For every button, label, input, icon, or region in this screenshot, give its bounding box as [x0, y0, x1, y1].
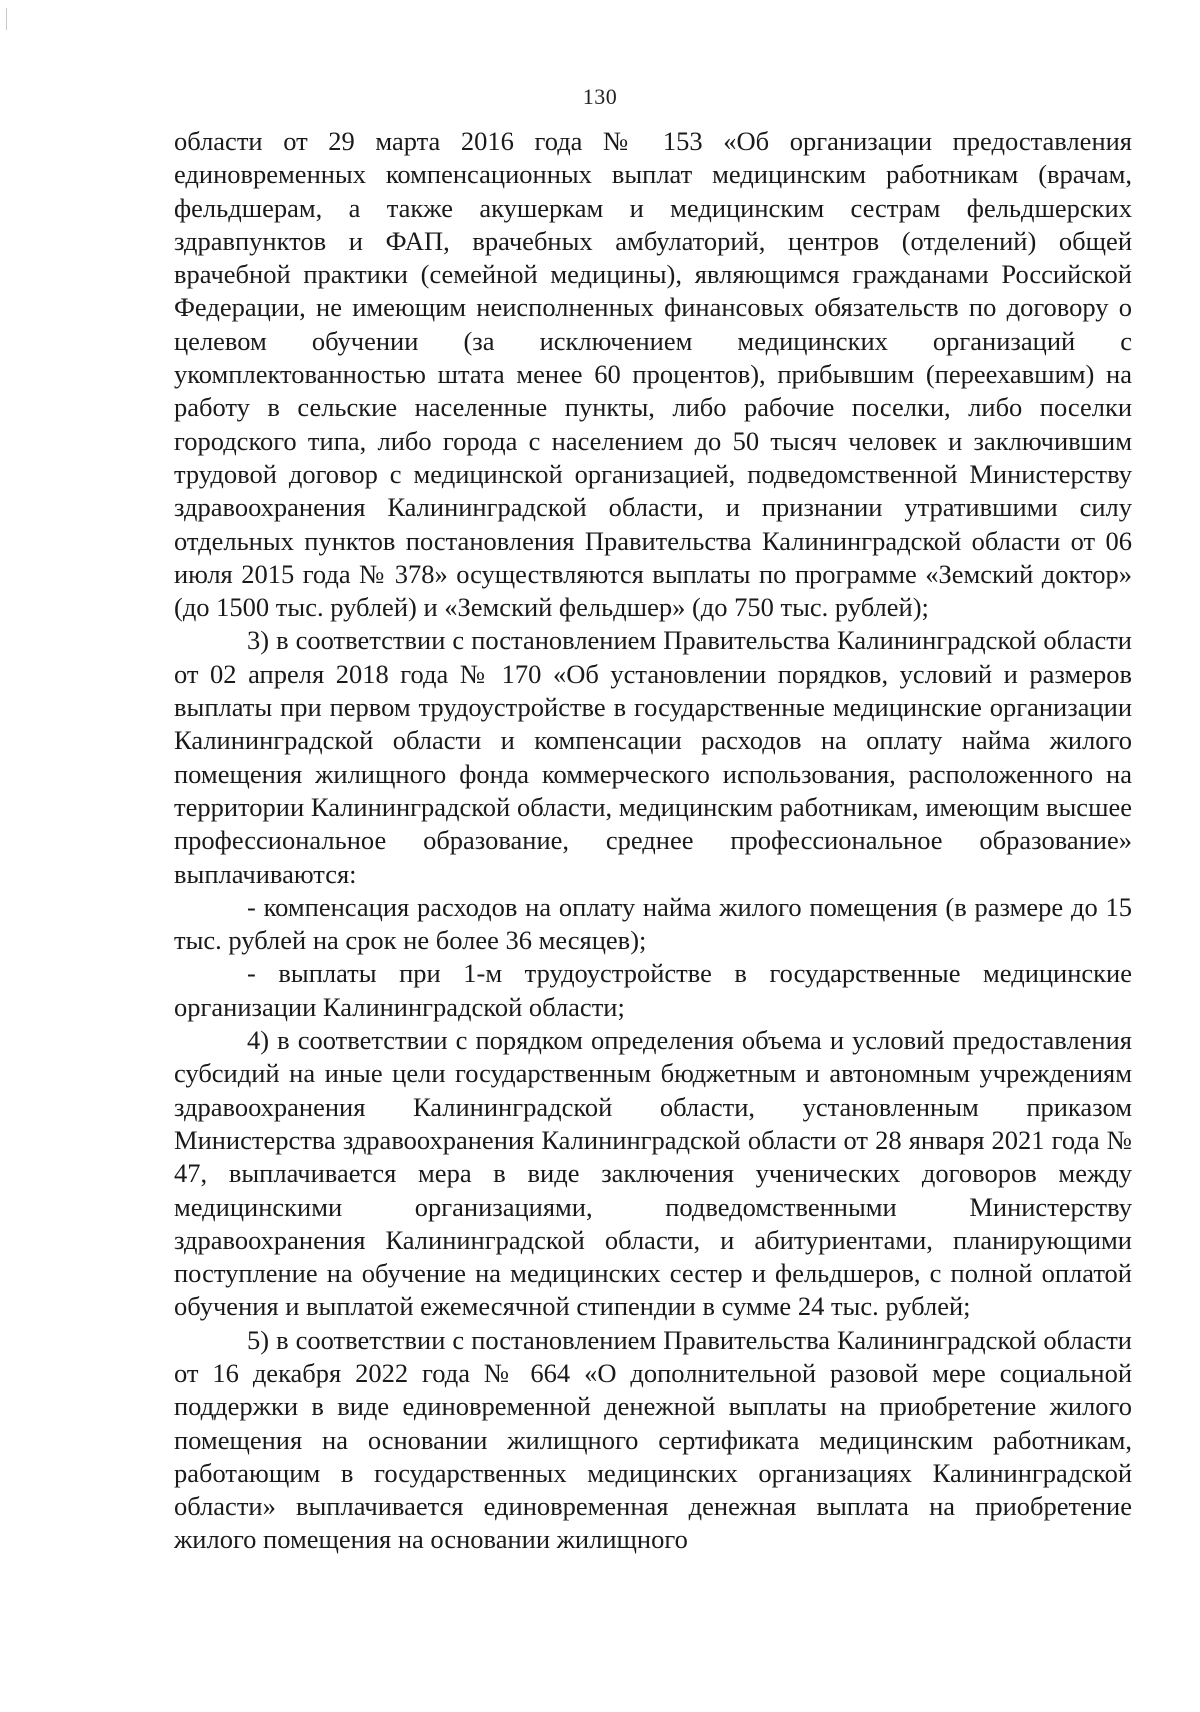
paragraph-bullet-compensation: - компенсация расходов на оплату найма жилого помещения (в размере до 15 тыс. рублей на срок не более 36 месяцев); [174, 891, 1132, 956]
paragraph-item-5: 5) в соответствии с постановлением Правительства Калининградской области от 16 декабря 2022 года № 664 «О дополнительной разовой мере социальной поддержки в виде единовременной денежной выплаты на приобретение жилого помещения на основании жилищного сертификата медицинским работникам, работающим в государственных медицинских организациях Калининградской области» выплачивается единовременная денежная выплата на приобретение жилого помещения на основании жилищного [174, 1324, 1132, 1555]
paragraph-continuation: области от 29 марта 2016 года № 153 «Об организации предоставления единовременных компенсационных выплат медицинским работникам (врачам, фельдшерам, а также акушеркам и медицинским сестрам фельдшерских здравпунктов и ФАП, врачебных амбулаторий, центров (отделений) общей врачебной практики (семейной медицины), являющимся гражданами Российской Федерации, не имеющим неисполненных финансовых обязательств по договору о целевом обучении (за исключением медицинских организаций с укомплектованностью штата менее 60 процентов), прибывшим (переехавшим) на работу в сельские населенные пункты, либо рабочие поселки, либо поселки городского типа, либо города с населением до 50 тысяч человек и заключившим трудовой договор с медицинской организацией, подведомственной Министерству здравоохранения Калининградской области, и признании утратившими силу отдельных пунктов постановления Правительства Калининградской области от 06 июля 2015 года № 378» осуществляются выплаты по программе «Земский доктор» (до 1500 тыс. рублей) и «Земский фельдшер» (до 750 тыс. рублей); [174, 126, 1132, 623]
scan-edge-mark [6, 8, 7, 30]
paragraph-bullet-payments: - выплаты при 1-м трудоустройстве в государственные медицинские организации Калининградской области; [174, 958, 1132, 1022]
paragraph-item-3: 3) в соответствии с постановлением Правительства Калининградской области от 02 апреля 2018 года № 170 «Об установлении порядков, условий и размеров выплаты при первом трудоустройстве в государственные медицинские организации Калининградской области и компенсации расходов на оплату найма жилого помещения жилищного фонда коммерческого использования, расположенного на территории Калининградской области, медицинским работникам, имеющим высшее профессиональное образование, среднее профессиональное образование» выплачиваются: [174, 625, 1132, 889]
page-number: 130 [582, 84, 618, 109]
document-body [174, 125, 1132, 1557]
paragraph-item-4: 4) в соответствии с порядком определения объема и условий предоставления субсидий на иные цели государственным бюджетным и автономным учреждениям здравоохранения Калининградской области, установленным приказом Министерства здравоохранения Калининградской области от 28 января 2021 года № 47, выплачивается мера в виде заключения ученических договоров между медицинскими организациями, подведомственными Министерству здравоохранения Калининградской области, и абитуриентами, планирующими поступление на обучение на медицинских сестер и фельдшеров, с полной оплатой обучения и выплатой ежемесячной стипендии в сумме 24 тыс. рублей; [174, 1025, 1132, 1322]
